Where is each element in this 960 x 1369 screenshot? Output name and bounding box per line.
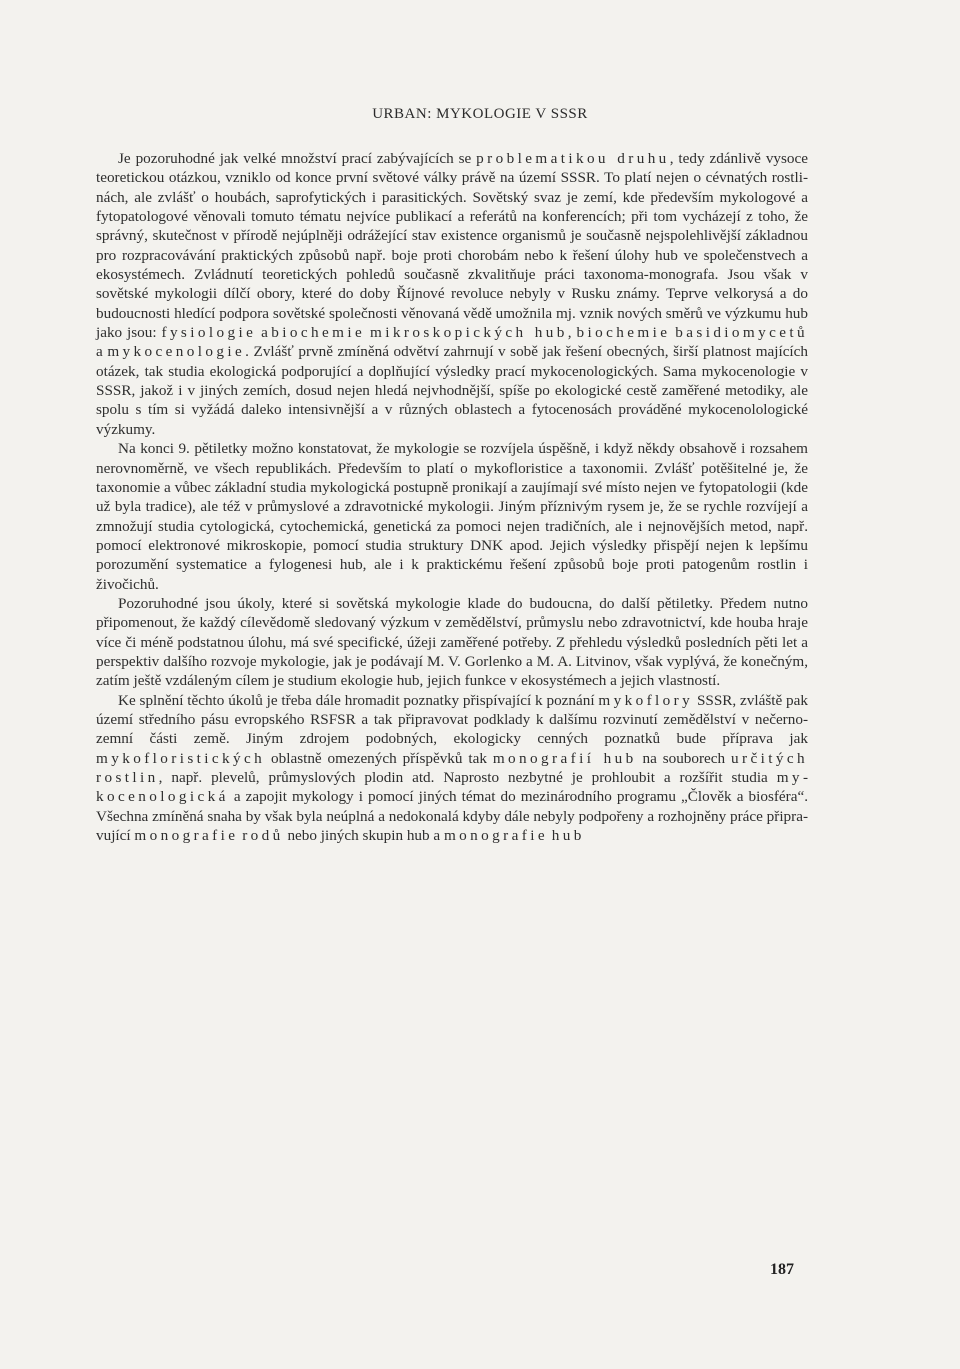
spaced-term: abiochemie — [261, 324, 366, 342]
spaced-term: určitých rostlin — [96, 749, 808, 786]
text-run: Na konci 9. pětiletky možno konstatovat, že mykologie se rozvíjela úspěšně, i když někdy obsahově i rozsahem nerovnoměrně, ve všech republikách. Především to platí o mykofloristice a taxonomii. Zvlášť potěšitelné je, že taxonomie a vůbec základní studia mykologická postupně pronikají a zaujímají své místo nejen ve fytopatologii (kde už byla tradice), ale též v průmyslové a zdravotnické mykologii. Jiným příznivým rysem je, že se rychle rozvíjejí a zmnožují studia cytologická, cytochemická, genetická za pomoci nejen tradičních, ale i nejnovějších metod, např. pomocí elektronové mikroskopie, pomocí studia struktury DNK apod. Jejich výsledky přispějí nejen k lepšímu porozumění systematice a fylogenesi hub, ale i k praktickému řešení způsobů boje proti patogenům rostlin i živočichů. — [96, 440, 808, 593]
text-run: Pozoruhodné jsou úkoly, které si sovětská mykologie klade do budoucna, do další pětiletky. Předem nutno připomenout, že každý cílevědomě sledovaný výzkum v zemědělství, průmyslu nebo zdravotnictví, kde houba hraje více či méně podstatnou úlohu, má své specifické, úžeji zaměřené potřeby. Z přehledu výsledků posledních pěti let a perspektiv dalšího rozvoje mykologie, jak je podávají M. V. Gorlenko a M. A. Litvinov, však vyplývá, že konečným, zatím ještě vzdáleným cílem je studium ekologie hub, jejich funkce v ekosystémech a jejich vlastností. — [96, 594, 808, 690]
text-run: , např. plevelů, průmyslových plodin atd. Naprosto nezbytné je prohloubit a rozšířit studia — [158, 769, 777, 786]
spaced-term: monografie — [443, 827, 548, 845]
spaced-term: mikroskopických hub — [370, 324, 568, 342]
spaced-term: hub — [551, 827, 585, 845]
spaced-term: fysiologie — [161, 324, 257, 342]
text-run: SSSR, zvláště pak území středního pásu evropského RSFSR a tak připravovat podklady k dalšímu rozvinutí zemědělství v nečernozemní části země. Jiným zdrojem podobných, ekologicky cenných poznatků bude příprava jak — [96, 691, 808, 748]
page-number: 187 — [770, 1261, 794, 1278]
text-run: Je pozoruhodné jak velké množství prací zabývajících se — [118, 150, 477, 167]
text-run: nebo jiných skupin hub a — [283, 827, 444, 845]
spaced-term: problematikou druhu — [476, 150, 670, 167]
spaced-term: mykofloristických — [96, 749, 266, 767]
text-run: , tedy zdánlivě vysoce teoretickou otázkou, vzniklo od konce první světové války právě na území SSSR. To platí nejen o cévnatých rostlinách, ale zvlášť o houbách, saprofytických i parasitických. Sovětský svaz je zemí, kde především mykologové a fytopatologové věnovali tomuto tématu nejvíce publikací a referátů na konferencích; při tom vycházejí z toho, že správný, skutečnost v přírodě nejúplněji odrážející stav existence organismů je současně nejspolehlivější základnou pro rozpracovávání praktických způsobů např. boje proti chorobám nebo k řešení úlohy hub ve společenstvech a ekosystémech. Zvládnutí teoretických pohledů současně zkvalitňuje práci taxonoma-monografa. Jsou však v sovětské mykologii dílčí obory, které do doby Říjnové revoluce nebyly v Rusku známy. Teprve velkorysá a do budoucnosti hledící podpora sovětské společnosti věnovaná vědě umožnila mj. vznik nových směrů ve výzkumu hub jako jsou: — [96, 150, 809, 342]
text-run: a — [96, 343, 108, 361]
spaced-term: mykocenologie — [107, 343, 246, 361]
text-run: oblastně omezených příspěvků tak — [265, 749, 493, 767]
running-head: URBAN: MYKOLOGIE V SSSR — [372, 106, 588, 122]
spaced-term: monografií hub — [492, 749, 637, 767]
spaced-term: basidiomycetů — [675, 324, 809, 342]
spaced-term: rodů — [242, 827, 284, 845]
text-run: . Zvlášť prvně zmíněná odvětví zahrnují v sobě jak řešení obecných, širší platnost majících otázek, tak studia ekologická podporující a doplňující výsledky prací mykocenologických. Sama mykocenologie v SSSR, jakož i v jiných zemích, dosud nejen hledá nejvhodnější, spíše po ekologické cestě zaměřené metodiky, ale spolu s tím si vyžádá daleko intensivnější a v různých oblastech a fytocenosách prováděné mykocenolologické výzkumy. — [96, 343, 808, 438]
paragraph — [96, 149, 808, 439]
text-run: , — [567, 324, 577, 342]
spaced-term: mykoflory — [598, 691, 694, 709]
text-run: Ke splnění těchto úkolů je třeba dále hromadit poznatky přispívající k poznání — [118, 691, 599, 709]
paragraph — [96, 691, 808, 846]
paragraph — [96, 594, 808, 691]
spaced-term: mykocenologická — [96, 769, 808, 806]
paragraph — [96, 439, 808, 594]
text-run: a zapojit mykology i pomocí jiných témat do mezinárodního programu „Člověk a biosféra“. Všechna zmíněná snaha by však byla neúplná a nedokonalá kdyby dále nebyly podpořeny a rozhojněny práce připravující — [96, 788, 808, 845]
text-run: na souborech — [636, 749, 732, 767]
spaced-term: monografie — [134, 827, 239, 845]
spaced-term: biochemie — [576, 324, 671, 342]
body-text — [96, 149, 808, 845]
